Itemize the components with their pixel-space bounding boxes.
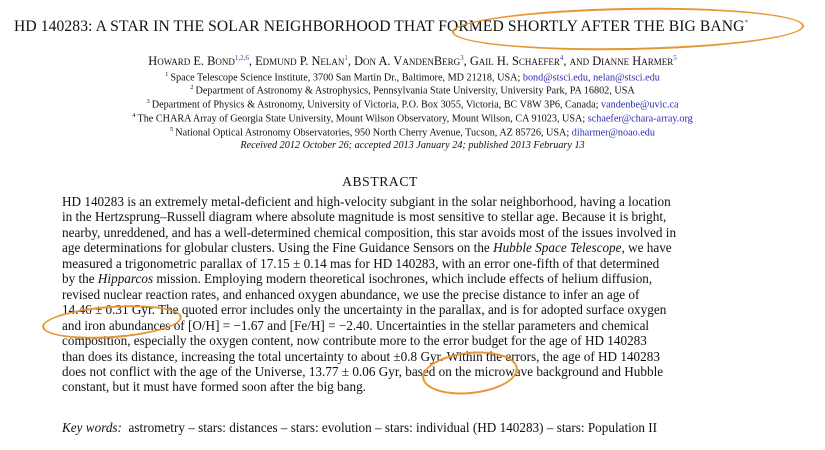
affiliation-line	[0, 126, 825, 138]
affiliation-line	[0, 98, 825, 110]
affiliation-number: 3	[146, 98, 150, 105]
affiliation-email-link[interactable]: vandenbe@uvic.ca	[600, 99, 679, 111]
abstract-text-run: 14.46 ± 0.31 Gyr. The quoted error includes only the uncertainty in the parallax, and is for adopted surface oxygen	[62, 302, 667, 318]
abstract-line	[62, 240, 762, 255]
abstract-text-run: HD 140283 is an extremely metal-deficient and high-velocity subgiant in the solar neighborhood, having a location	[62, 194, 671, 209]
keywords-label: Key words:	[62, 420, 122, 435]
author-affiliation-mark: 1	[344, 54, 348, 62]
affiliation-email-link[interactable]: diharmer@noao.edu	[571, 127, 655, 139]
affiliation-number: 2	[190, 84, 194, 91]
author-name: Howard E. Bond	[148, 54, 235, 69]
abstract-line	[62, 271, 762, 286]
affiliation-number: 1	[165, 71, 169, 78]
abstract-text-run: constant, but it must have formed soon after the big bang.	[62, 379, 366, 395]
author-affiliation-mark: 3	[460, 54, 464, 62]
author-separator: ,	[347, 54, 355, 69]
affiliation-email-link[interactable]: bond@stsci.edu, nelan@stsci.edu	[522, 72, 660, 84]
abstract-line	[62, 379, 762, 394]
affiliation-line	[0, 71, 825, 83]
abstract-text-run: age determinations for globular clusters. Using the Fine Guidance Sensors on the	[62, 240, 494, 256]
author-separator: ,	[463, 54, 470, 69]
abstract-italic-run: Hipparcos	[97, 271, 154, 287]
affiliation-text: Space Telescope Science Institute, 3700 San Martin Dr., Baltimore, MD 21218, USA;	[170, 72, 523, 84]
keywords-line	[62, 420, 782, 436]
affiliation-number: 5	[170, 126, 174, 133]
abstract-text	[62, 194, 762, 395]
abstract-text-run: than does its distance, increasing the total uncertainty to about ±0.8 Gyr. Within the errors, the age of HD 140283	[62, 348, 660, 364]
abstract-heading: ABSTRACT	[342, 174, 418, 189]
affiliation-text: Department of Physics & Astronomy, University of Victoria, P.O. Box 3055, Victoria, BC V8W 3P6, Canada;	[151, 99, 601, 111]
abstract-line	[62, 333, 762, 348]
abstract-text-run: composition, especially the oxygen content, now contribute more to the error budget for the age of HD 140283	[62, 333, 647, 349]
abstract-line	[62, 209, 762, 224]
abstract-line	[62, 364, 762, 379]
abstract-text-run: nearby, unreddened, and has a well-determined chemical composition, this star avoids most of the issues involved in	[62, 224, 677, 240]
author-separator: , and	[563, 54, 593, 69]
abstract-text-run: in the Hertzsprung–Russell diagram where absolute magnitude is most sensitive to stellar age. Because it is bright,	[62, 209, 667, 225]
received-dates: Received 2012 October 26; accepted 2013 January 24; published 2013 February 13	[240, 140, 585, 151]
affiliation-email-link[interactable]: schaefer@chara-array.org	[587, 113, 693, 125]
abstract-line	[62, 318, 762, 333]
abstract-text-run: , we have	[621, 240, 672, 256]
abstract-line	[62, 256, 762, 271]
author-list	[0, 54, 825, 69]
author-affiliation-mark: 4	[559, 54, 564, 62]
affiliation-number: 4	[132, 112, 136, 119]
author-name: Gail H. Schaefer	[469, 54, 560, 69]
keywords-text: astrometry – stars: distances – stars: evolution – stars: individual (HD 140283) – stars: Population II	[128, 420, 658, 435]
affiliation-line	[0, 112, 825, 124]
affiliation-text: National Optical Astronomy Observatories, 950 North Cherry Avenue, Tucson, AZ 85726, USA;	[175, 127, 572, 139]
abstract-text-run: measured a trigonometric parallax of 17.15 ± 0.14 mas for HD 140283, with an error one-fifth of that determined	[62, 255, 660, 271]
author-name: Don A. VandenBerg	[354, 54, 461, 69]
abstract-text-run: by the	[62, 271, 98, 287]
abstract-italic-run: Hubble Space Telescope	[493, 240, 622, 256]
title-footnote-mark: *	[744, 18, 749, 27]
abstract-text-run: and iron abundances of [O/H] = −1.67 and [Fe/H] = −2.40. Uncertainties in the stellar parameters and chemical	[62, 317, 650, 333]
abstract-line	[62, 287, 762, 302]
affiliation-line	[0, 84, 825, 96]
paper-title-text: HD 140283: A STAR IN THE SOLAR NEIGHBORHOOD THAT FORMED SHORTLY AFTER THE BIG BANG	[14, 18, 745, 36]
abstract-line	[62, 194, 762, 209]
abstract-line	[62, 302, 762, 317]
author-affiliation-mark: 5	[673, 54, 677, 62]
abstract-line	[62, 225, 762, 240]
affiliation-text: Department of Astronomy & Astrophysics, Pennsylvania State University, University Park, PA 16802, USA	[195, 85, 635, 97]
author-name: Edmund P. Nelan	[255, 54, 345, 69]
abstract-text-run: mission. Employing modern theoretical isochrones, which include effects of helium diffusion,	[153, 271, 653, 287]
affiliation-text: The CHARA Array of Georgia State University, Mount Wilson Observatory, Mount Wilson, CA 91023, USA;	[137, 113, 588, 125]
author-name: Dianne Harmer	[592, 54, 674, 69]
author-affiliation-mark: 1,2,6	[234, 54, 249, 62]
paper-title	[14, 18, 814, 36]
abstract-line	[62, 349, 762, 364]
abstract-text-run: revised nuclear reaction rates, and enhanced oxygen abundance, we use the precise distance to infer an age of	[62, 286, 640, 302]
author-separator: ,	[248, 54, 256, 69]
abstract-text-run: does not conflict with the age of the Universe, 13.77 ± 0.06 Gyr, based on the microwave background and Hubble	[62, 363, 664, 379]
